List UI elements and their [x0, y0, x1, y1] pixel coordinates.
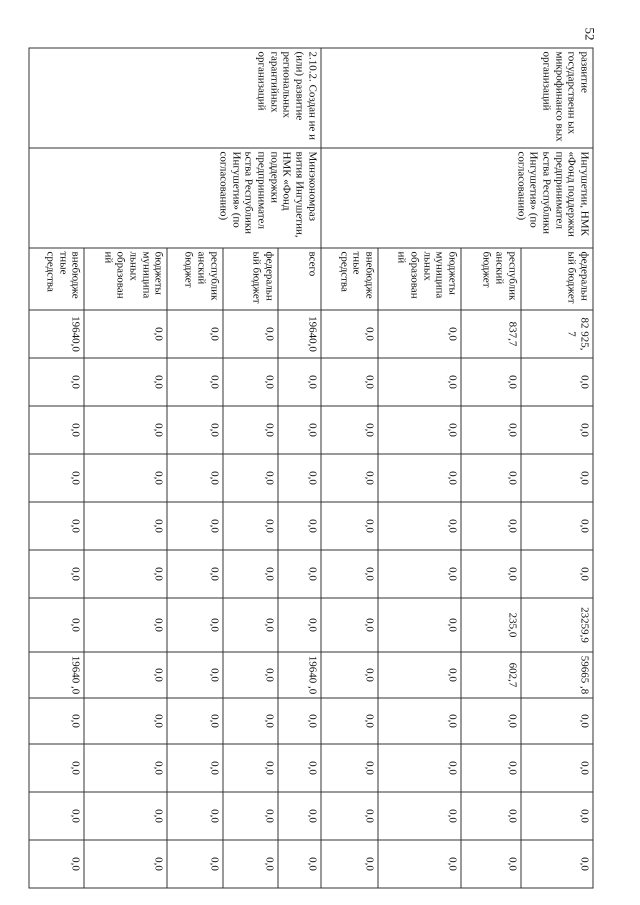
- table-stage: [28, 48, 593, 886]
- value-cell: 0,0: [521, 502, 593, 550]
- value-cell: 0,0: [378, 310, 461, 358]
- executor-cell: Минэкономраз вития Ингушетии, НМК «Фонд поддержки предпринимател ьства Республики Ингушетия» (по согласованию): [29, 148, 321, 248]
- value-cell: 19640,0: [278, 310, 321, 358]
- value-cell: 0,0: [223, 744, 278, 792]
- value-cell: 0,0: [167, 502, 222, 550]
- value-cell: 0,0: [29, 502, 84, 550]
- activity-cell: развитие государственн ых микрофинансо вых организаций: [321, 48, 593, 148]
- value-cell: 0,0: [461, 358, 521, 406]
- value-cell: 0,0: [84, 358, 167, 406]
- value-cell: 0,0: [521, 792, 593, 840]
- value-cell: 0,0: [84, 550, 167, 598]
- value-cell: 0,0: [278, 502, 321, 550]
- value-cell: 0,0: [84, 698, 167, 744]
- value-cell: 0,0: [84, 598, 167, 652]
- value-cell: 0,0: [223, 310, 278, 358]
- value-cell: 0,0: [29, 454, 84, 502]
- value-cell: 0,0: [321, 358, 378, 406]
- value-cell: 0,0: [278, 744, 321, 792]
- value-cell: 0,0: [29, 598, 84, 652]
- value-cell: 0,0: [167, 310, 222, 358]
- value-cell: 0,0: [321, 698, 378, 744]
- value-cell: 0,0: [461, 840, 521, 888]
- value-cell: 0,0: [278, 840, 321, 888]
- value-cell: 0,0: [378, 502, 461, 550]
- value-cell: 0,0: [278, 358, 321, 406]
- table-row: [521, 48, 593, 888]
- value-cell: 0,0: [84, 502, 167, 550]
- value-cell: 0,0: [378, 358, 461, 406]
- value-cell: 0,0: [321, 840, 378, 888]
- value-cell: 0,0: [84, 744, 167, 792]
- value-cell: 0,0: [321, 502, 378, 550]
- value-cell: 0,0: [84, 652, 167, 698]
- value-cell: 0,0: [223, 550, 278, 598]
- value-cell: 0,0: [223, 358, 278, 406]
- table-row: [278, 48, 321, 888]
- value-cell: 0,0: [521, 406, 593, 454]
- value-cell: 0,0: [167, 792, 222, 840]
- value-cell: 0,0: [461, 454, 521, 502]
- value-cell: 0,0: [167, 652, 222, 698]
- value-cell: 602,7: [461, 652, 521, 698]
- value-cell: 0,0: [29, 550, 84, 598]
- value-cell: 0,0: [167, 744, 222, 792]
- value-cell: 0,0: [461, 698, 521, 744]
- value-cell: 0,0: [378, 792, 461, 840]
- value-cell: 0,0: [167, 406, 222, 454]
- value-cell: 0,0: [321, 792, 378, 840]
- value-cell: 0,0: [167, 840, 222, 888]
- executor-cell: Ингушетии, НМК «Фонд поддержки предпринимател ьства Республики Ингушетия» (по согласованию): [321, 148, 593, 248]
- value-cell: 0,0: [278, 406, 321, 454]
- value-cell: 0,0: [84, 406, 167, 454]
- activity-cell: 2.10.2. Создан ие и (или) развитие региональных гарантийных организаций: [29, 48, 321, 148]
- value-cell: 0,0: [378, 840, 461, 888]
- value-cell: 0,0: [378, 652, 461, 698]
- source-cell: бюджеты муниципа льных образован ий: [378, 248, 461, 310]
- value-cell: 0,0: [521, 698, 593, 744]
- value-cell: 0,0: [167, 550, 222, 598]
- value-cell: 0,0: [521, 840, 593, 888]
- value-cell: 0,0: [321, 744, 378, 792]
- budget-table: [29, 48, 594, 889]
- source-cell: республик анский бюджет: [461, 248, 521, 310]
- value-cell: 19640,0: [29, 310, 84, 358]
- value-cell: 0,0: [378, 550, 461, 598]
- value-cell: 0,0: [278, 454, 321, 502]
- value-cell: 235,0: [461, 598, 521, 652]
- value-cell: 0,0: [378, 598, 461, 652]
- value-cell: 0,0: [84, 454, 167, 502]
- value-cell: 0,0: [29, 358, 84, 406]
- source-cell: республик анский бюджет: [167, 248, 222, 310]
- value-cell: 0,0: [223, 652, 278, 698]
- value-cell: 0,0: [223, 792, 278, 840]
- value-cell: 0,0: [321, 454, 378, 502]
- value-cell: 23259,9: [521, 598, 593, 652]
- value-cell: 0,0: [521, 358, 593, 406]
- value-cell: 0,0: [223, 698, 278, 744]
- value-cell: 19640 ,0: [29, 652, 84, 698]
- source-cell: бюджеты муниципа льных образован ий: [84, 248, 167, 310]
- source-cell: федеральн ый бюджет: [521, 248, 593, 310]
- value-cell: 0,0: [461, 792, 521, 840]
- value-cell: 0,0: [378, 744, 461, 792]
- value-cell: 0,0: [29, 792, 84, 840]
- value-cell: 0,0: [29, 698, 84, 744]
- value-cell: 0,0: [29, 406, 84, 454]
- value-cell: 0,0: [223, 406, 278, 454]
- value-cell: 0,0: [521, 550, 593, 598]
- rotated-table-container: [29, 48, 594, 886]
- value-cell: 0,0: [223, 454, 278, 502]
- value-cell: 0,0: [461, 406, 521, 454]
- source-cell: федеральн ый бюджет: [223, 248, 278, 310]
- value-cell: 0,0: [278, 792, 321, 840]
- value-cell: 0,0: [521, 454, 593, 502]
- value-cell: 0,0: [167, 598, 222, 652]
- value-cell: 0,0: [461, 744, 521, 792]
- value-cell: 59665 ,8: [521, 652, 593, 698]
- value-cell: 0,0: [84, 792, 167, 840]
- value-cell: 0,0: [223, 502, 278, 550]
- value-cell: 0,0: [84, 310, 167, 358]
- value-cell: 0,0: [378, 454, 461, 502]
- value-cell: 837,7: [461, 310, 521, 358]
- value-cell: 0,0: [321, 406, 378, 454]
- value-cell: 0,0: [378, 698, 461, 744]
- value-cell: 0,0: [461, 502, 521, 550]
- source-cell: внебюдже тные средства: [321, 248, 378, 310]
- value-cell: 19640 ,0: [278, 652, 321, 698]
- value-cell: 0,0: [321, 598, 378, 652]
- value-cell: 0,0: [321, 310, 378, 358]
- value-cell: 0,0: [84, 840, 167, 888]
- value-cell: 0,0: [521, 744, 593, 792]
- value-cell: 0,0: [378, 406, 461, 454]
- value-cell: 0,0: [29, 744, 84, 792]
- value-cell: 0,0: [29, 840, 84, 888]
- page-number: 52: [582, 27, 598, 41]
- value-cell: 0,0: [167, 698, 222, 744]
- value-cell: 0,0: [167, 358, 222, 406]
- source-cell: всего: [278, 248, 321, 310]
- value-cell: 0,0: [278, 550, 321, 598]
- value-cell: 0,0: [278, 698, 321, 744]
- value-cell: 0,0: [223, 598, 278, 652]
- value-cell: 0,0: [321, 550, 378, 598]
- source-cell: внебюдже тные средства: [29, 248, 84, 310]
- value-cell: 0,0: [167, 454, 222, 502]
- value-cell: 0,0: [278, 598, 321, 652]
- value-cell: 82 925, 7: [521, 310, 593, 358]
- value-cell: 0,0: [321, 652, 378, 698]
- value-cell: 0,0: [461, 550, 521, 598]
- value-cell: 0,0: [223, 840, 278, 888]
